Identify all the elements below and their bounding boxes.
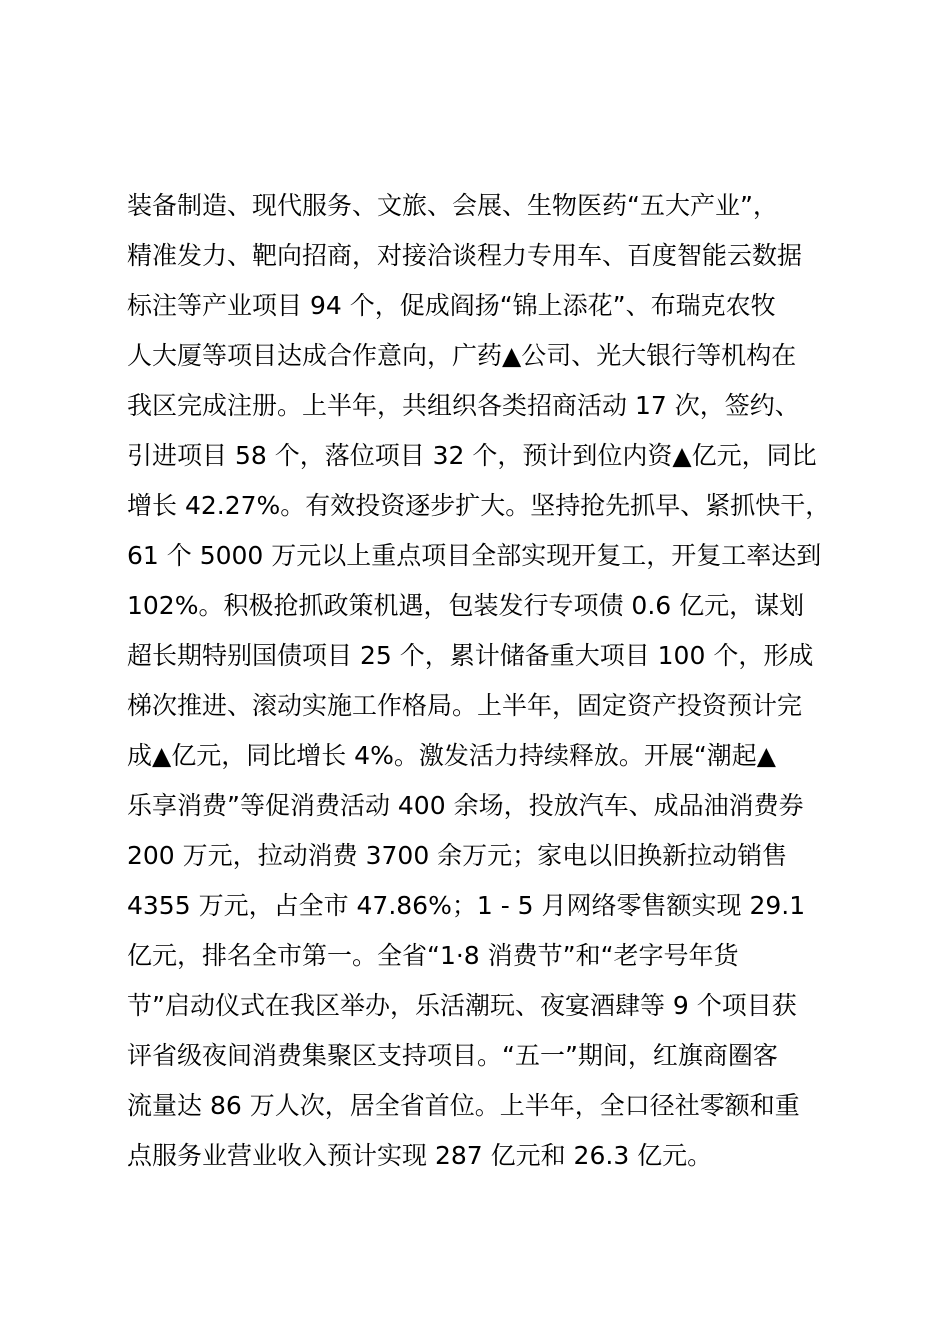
- text-line-18: 评省级夜间消费集聚区支持项目。“五一”期间，红旗商圈客: [127, 1041, 778, 1070]
- text-line-19: 流量达 86 万人次，居全省首位。上半年，全口径社零额和重: [127, 1091, 800, 1120]
- text-line-13: 乐享消费”等促消费活动 400 余场，投放汽车、成品油消费券: [127, 791, 804, 820]
- text-line-8: 61 个 5000 万元以上重点项目全部实现开复工，开复工率达到: [127, 541, 822, 570]
- text-line-4: 人大厦等项目达成合作意向，广药▲公司、光大银行等机构在: [127, 341, 797, 370]
- text-line-3: 标注等产业项目 94 个，促成阎扬“锦上添花”、布瑞克农牧: [127, 291, 776, 320]
- text-line-6: 引进项目 58 个，落位项目 32 个，预计到位内资▲亿元，同比: [127, 441, 817, 470]
- text-line-17: 节”启动仪式在我区举办，乐活潮玩、夜宴酒肆等 9 个项目获: [127, 991, 797, 1020]
- text-line-14: 200 万元，拉动消费 3700 余万元；家电以旧换新拉动销售: [127, 841, 788, 870]
- text-line-5: 我区完成注册。上半年，共组织各类招商活动 17 次，签约、: [127, 391, 800, 420]
- text-line-12: 成▲亿元，同比增长 4%。激发活力持续释放。开展“潮起▲: [127, 741, 777, 770]
- text-line-2: 精准发力、靶向招商，对接洽谈程力专用车、百度智能云数据: [127, 241, 803, 270]
- text-line-7: 增长 42.27%。有效投资逐步扩大。坚持抢先抓早、紧抓快干，: [127, 491, 831, 520]
- body-paragraph: [127, 181, 857, 1181]
- text-line-1: 装备制造、现代服务、文旅、会展、生物医药“五大产业”，: [127, 191, 778, 220]
- text-line-16: 亿元，排名全市第一。全省“1·8 消费节”和“老字号年货: [127, 941, 739, 970]
- text-line-9: 102%。积极抢抓政策机遇，包装发行专项债 0.6 亿元，谋划: [127, 591, 805, 620]
- text-line-10: 超长期特别国债项目 25 个，累计储备重大项目 100 个，形成: [127, 641, 814, 670]
- text-line-11: 梯次推进、滚动实施工作格局。上半年，固定资产投资预计完: [127, 691, 803, 720]
- text-line-15: 4355 万元，占全市 47.86%；1 - 5 月网络零售额实现 29.1: [127, 891, 806, 920]
- text-line-20: 点服务业营业收入预计实现 287 亿元和 26.3 亿元。: [127, 1141, 713, 1170]
